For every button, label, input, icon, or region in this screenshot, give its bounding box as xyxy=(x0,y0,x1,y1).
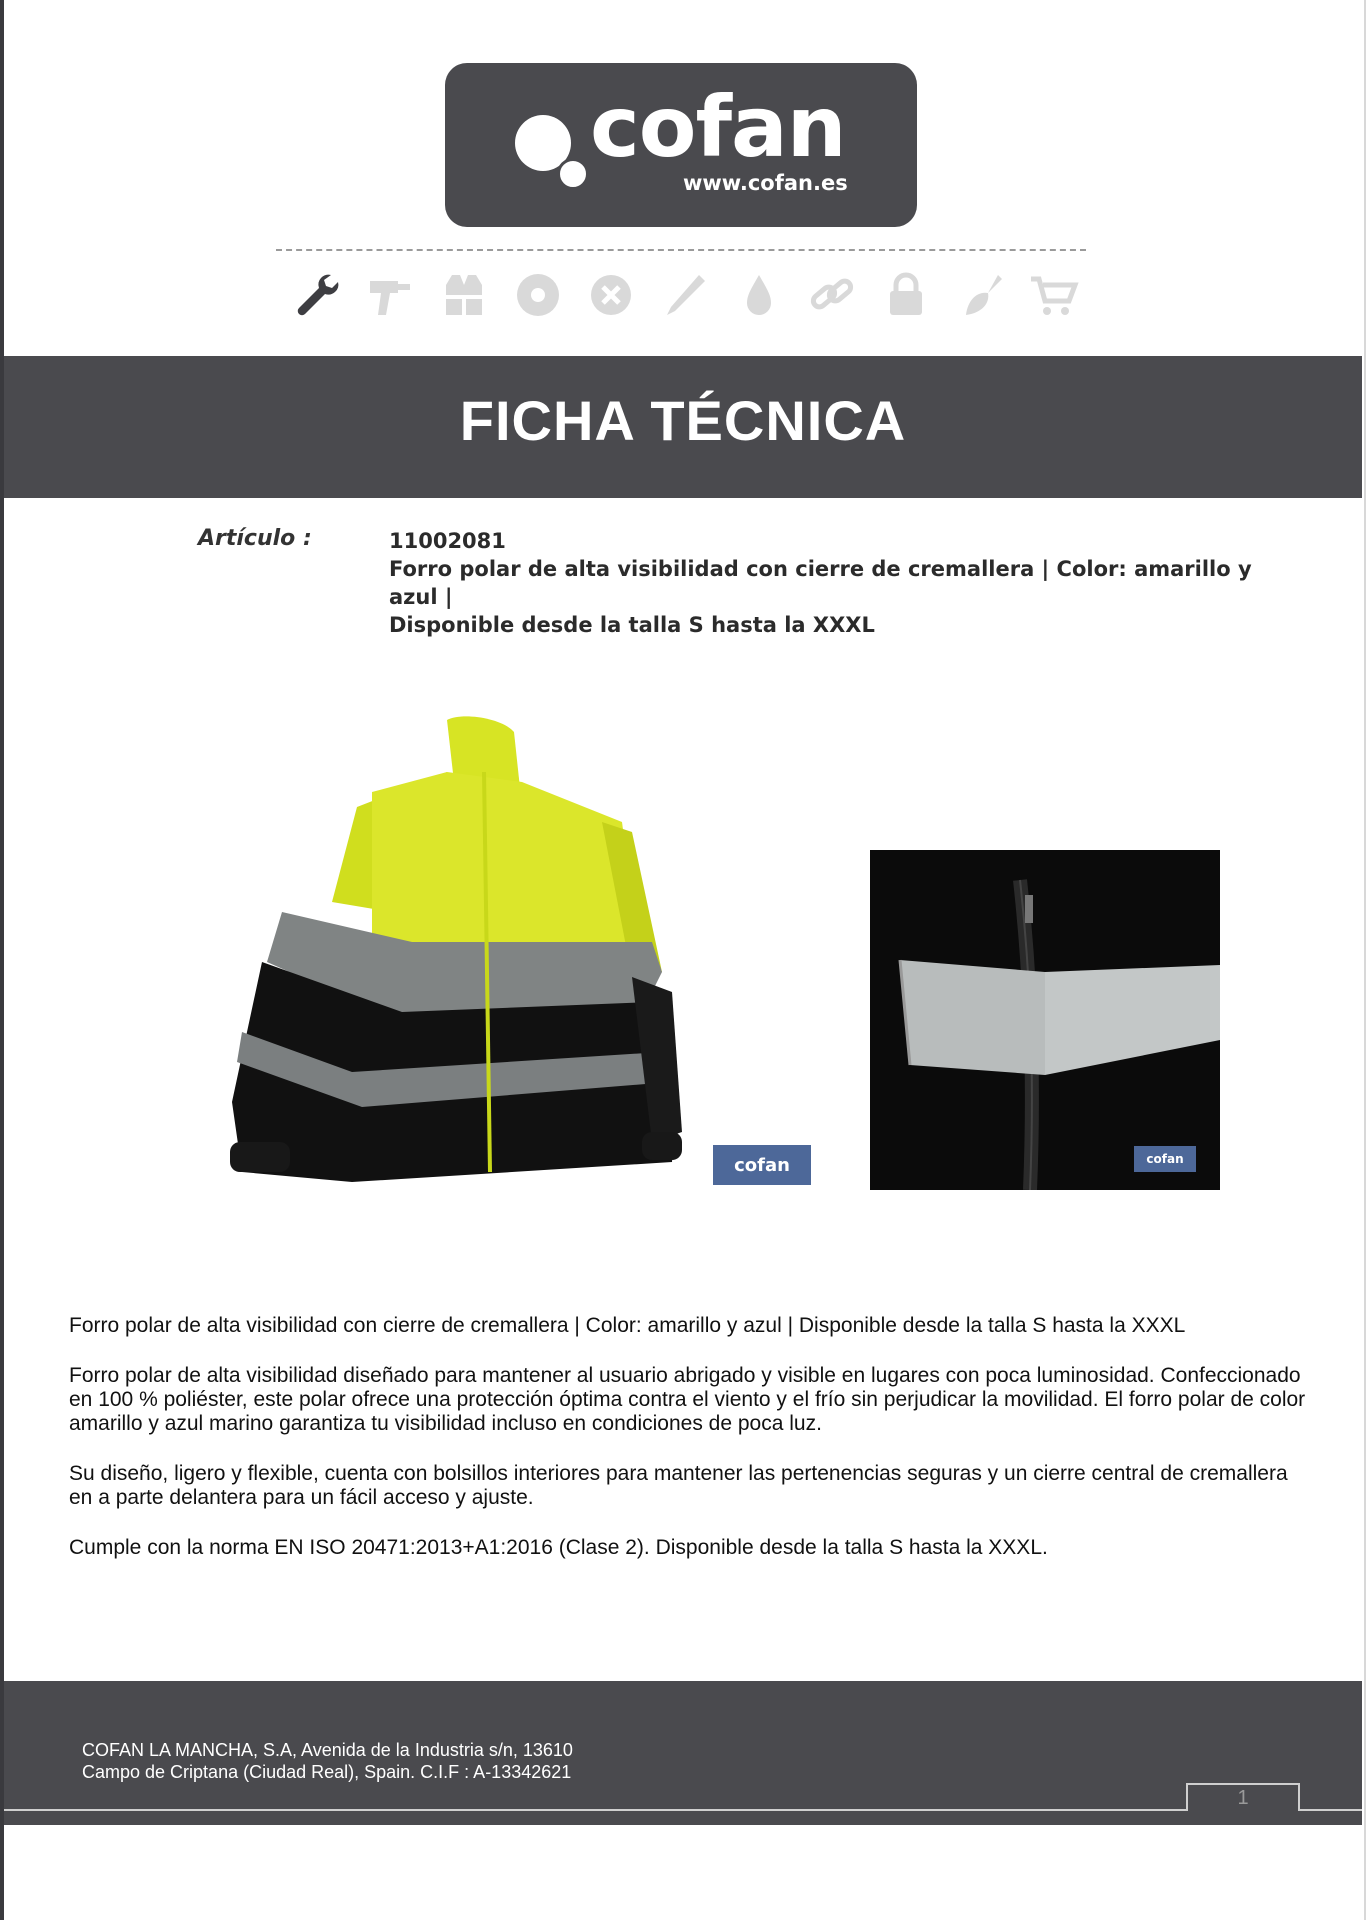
product-photo-jacket xyxy=(222,712,682,1192)
saw-blade-icon xyxy=(511,268,565,322)
article-label: Artículo : xyxy=(198,526,312,551)
page-frame-left xyxy=(0,0,4,1920)
description-paragraph: Cumple con la norma EN ISO 20471:2013+A1:2016 (Clase 2). Disponible desde la talla S hasta la XXXL. xyxy=(69,1536,1048,1559)
padlock-icon xyxy=(879,268,933,322)
logo-url: www.cofan.es xyxy=(683,171,848,195)
logo-wordmark: cofan xyxy=(590,78,846,176)
cofan-badge: cofan xyxy=(713,1145,811,1185)
trowel-icon xyxy=(953,268,1007,322)
logo-dot-small-icon xyxy=(557,158,589,190)
detail-zipper-band xyxy=(870,850,1220,1190)
article-name-line1: Forro polar de alta visibilidad con cierre de cremallera | Color: amarillo y azul | xyxy=(389,557,1252,609)
cutting-disc-icon xyxy=(585,268,639,322)
cofan-badge-small: cofan xyxy=(1134,1146,1196,1172)
description-paragraph: Su diseño, ligero y flexible, cuenta con bolsillos interiores para mantener las pertenencias seguras y un cierre central de cremallera en a parte delantera para un fácil acceso y ajuste. xyxy=(69,1462,1288,1509)
category-icon-row xyxy=(290,268,1080,322)
drop-icon xyxy=(732,268,786,322)
page-number-tab xyxy=(1186,1783,1300,1811)
wrench-icon xyxy=(290,268,344,322)
drill-icon xyxy=(364,268,418,322)
page-number: 1 xyxy=(1237,1787,1249,1809)
title-band xyxy=(4,356,1362,498)
page-title: FICHA TÉCNICA xyxy=(459,389,907,452)
article-name-line2: Disponible desde la talla S hasta la XXXL xyxy=(389,613,875,637)
article-info xyxy=(389,527,1289,639)
footer xyxy=(4,1681,1362,1825)
company-address xyxy=(82,1739,573,1783)
chain-link-icon xyxy=(805,268,859,322)
address-line1: COFAN LA MANCHA, S.A, Avenida de la Industria s/n, 13610 xyxy=(82,1740,573,1760)
page-frame-right xyxy=(1364,0,1366,1920)
product-photo-detail xyxy=(870,850,1220,1190)
safety-vest-icon xyxy=(437,268,491,322)
dashed-divider xyxy=(276,249,1086,251)
footer-rule xyxy=(4,1809,1362,1811)
description-paragraph: Forro polar de alta visibilidad con cierre de cremallera | Color: amarillo y azul | Disponible desde la talla S hasta la XXXL xyxy=(69,1314,1186,1337)
article-code: 11002081 xyxy=(389,529,506,553)
screw-icon xyxy=(658,268,712,322)
shopping-cart-icon xyxy=(1026,268,1080,322)
description-paragraph: Forro polar de alta visibilidad diseñado para mantener al usuario abrigado y visible en lugares con poca luminosidad. Confeccionado en 100 % poliéster, este polar ofrece una protección óptima contra el viento y el frío sin perjudicar la movilidad. El forro polar de color amarillo y azul marino garantiza tu visibilidad incluso en condiciones de poca luz. xyxy=(69,1364,1306,1435)
product-description xyxy=(69,1314,1309,1586)
cofan-logo xyxy=(445,63,917,227)
address-line2: Campo de Criptana (Ciudad Real), Spain. C.I.F : A-13342621 xyxy=(82,1762,572,1782)
